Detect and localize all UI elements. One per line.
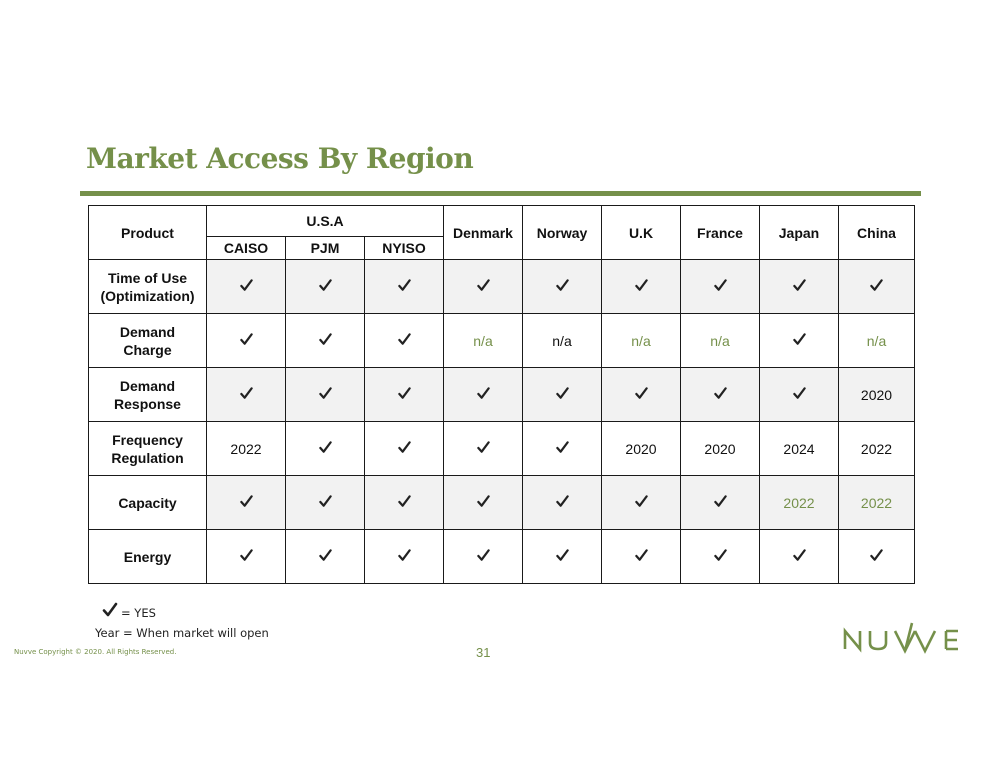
row-label-line1: Frequency bbox=[112, 431, 183, 448]
cell-nyiso bbox=[365, 476, 444, 530]
header-france: France bbox=[681, 206, 760, 260]
check-icon bbox=[240, 387, 253, 400]
row-label-line1: Energy bbox=[123, 548, 172, 565]
cell-france bbox=[681, 476, 760, 530]
cell-value: 2022 bbox=[230, 440, 262, 457]
cell-pjm bbox=[286, 368, 365, 422]
cell-nyiso bbox=[365, 260, 444, 314]
check-icon bbox=[319, 387, 332, 400]
cell-value: n/a bbox=[552, 332, 572, 349]
table-row bbox=[89, 368, 915, 422]
check-icon bbox=[714, 387, 727, 400]
check-icon bbox=[398, 333, 411, 346]
cell-denmark bbox=[444, 422, 523, 476]
cell-uk bbox=[602, 314, 681, 368]
check-icon bbox=[240, 279, 253, 292]
cell-japan bbox=[760, 422, 839, 476]
cell-norway bbox=[523, 368, 602, 422]
check-icon bbox=[319, 549, 332, 562]
page-title: Market Access By Region bbox=[86, 142, 474, 175]
cell-caiso bbox=[207, 314, 286, 368]
row-label bbox=[89, 530, 207, 584]
row-label-line2: Response bbox=[114, 395, 181, 412]
page-number: 31 bbox=[476, 645, 491, 660]
table-row bbox=[89, 422, 915, 476]
cell-france bbox=[681, 314, 760, 368]
cell-value: n/a bbox=[473, 332, 493, 349]
cell-uk bbox=[602, 530, 681, 584]
cell-china bbox=[839, 476, 915, 530]
table-row bbox=[89, 314, 915, 368]
cell-denmark bbox=[444, 314, 523, 368]
cell-norway bbox=[523, 260, 602, 314]
header-usa: U.S.A bbox=[207, 206, 444, 237]
check-icon bbox=[477, 441, 490, 454]
check-icon bbox=[240, 495, 253, 508]
cell-nyiso bbox=[365, 530, 444, 584]
title-underline bbox=[80, 191, 921, 196]
check-icon bbox=[793, 549, 806, 562]
cell-value: 2020 bbox=[704, 440, 736, 457]
market-access-table bbox=[88, 205, 915, 584]
row-label-line2: Regulation bbox=[111, 449, 184, 466]
check-icon bbox=[477, 279, 490, 292]
row-label-line1: Time of Use bbox=[107, 269, 188, 286]
check-icon bbox=[635, 387, 648, 400]
check-icon bbox=[793, 279, 806, 292]
row-label-line2: (Optimization) bbox=[100, 287, 195, 304]
cell-value: 2020 bbox=[625, 440, 657, 457]
check-icon bbox=[714, 549, 727, 562]
check-icon bbox=[477, 549, 490, 562]
cell-denmark bbox=[444, 476, 523, 530]
cell-uk bbox=[602, 476, 681, 530]
header-uk: U.K bbox=[602, 206, 681, 260]
check-icon bbox=[398, 549, 411, 562]
check-icon bbox=[319, 441, 332, 454]
cell-china bbox=[839, 422, 915, 476]
check-icon bbox=[477, 387, 490, 400]
cell-norway bbox=[523, 422, 602, 476]
cell-uk bbox=[602, 260, 681, 314]
row-label bbox=[89, 476, 207, 530]
cell-caiso bbox=[207, 260, 286, 314]
cell-japan bbox=[760, 530, 839, 584]
header-denmark: Denmark bbox=[444, 206, 523, 260]
cell-nyiso bbox=[365, 314, 444, 368]
check-icon bbox=[635, 279, 648, 292]
cell-caiso bbox=[207, 476, 286, 530]
cell-caiso bbox=[207, 368, 286, 422]
legend-year-text: Year = When market will open bbox=[95, 626, 269, 640]
header-norway: Norway bbox=[523, 206, 602, 260]
check-icon bbox=[398, 495, 411, 508]
check-icon bbox=[477, 495, 490, 508]
check-icon bbox=[556, 387, 569, 400]
cell-value: 2022 bbox=[783, 494, 815, 511]
cell-pjm bbox=[286, 530, 365, 584]
check-icon bbox=[398, 387, 411, 400]
table-row bbox=[89, 530, 915, 584]
row-label-line1: Demand bbox=[119, 377, 176, 394]
check-icon bbox=[793, 387, 806, 400]
cell-pjm bbox=[286, 476, 365, 530]
check-icon bbox=[714, 279, 727, 292]
cell-denmark bbox=[444, 368, 523, 422]
table-row bbox=[89, 260, 915, 314]
cell-caiso bbox=[207, 530, 286, 584]
cell-value: n/a bbox=[866, 332, 887, 349]
cell-japan bbox=[760, 476, 839, 530]
table-row bbox=[89, 476, 915, 530]
cell-japan bbox=[760, 314, 839, 368]
check-icon bbox=[398, 279, 411, 292]
check-icon bbox=[635, 495, 648, 508]
check-icon bbox=[319, 495, 332, 508]
row-label-line1: Demand bbox=[119, 323, 176, 340]
nuvve-logo bbox=[842, 621, 978, 655]
cell-france bbox=[681, 530, 760, 584]
cell-uk bbox=[602, 422, 681, 476]
cell-value: 2022 bbox=[860, 440, 893, 457]
cell-china bbox=[839, 530, 915, 584]
header-japan: Japan bbox=[760, 206, 839, 260]
cell-value: 2020 bbox=[860, 386, 893, 403]
check-icon bbox=[870, 549, 883, 562]
check-icon bbox=[793, 333, 806, 346]
check-icon bbox=[398, 441, 411, 454]
row-label bbox=[89, 422, 207, 476]
check-icon bbox=[240, 333, 253, 346]
cell-china bbox=[839, 368, 915, 422]
legend-yes-text: = YES bbox=[121, 606, 156, 620]
cell-value: n/a bbox=[631, 332, 651, 349]
cell-japan bbox=[760, 368, 839, 422]
check-icon bbox=[714, 495, 727, 508]
cell-value: n/a bbox=[710, 332, 730, 349]
header-caiso: CAISO bbox=[207, 237, 286, 260]
check-icon bbox=[319, 279, 332, 292]
cell-japan bbox=[760, 260, 839, 314]
cell-france bbox=[681, 422, 760, 476]
cell-nyiso bbox=[365, 422, 444, 476]
cell-uk bbox=[602, 368, 681, 422]
table-body bbox=[89, 260, 915, 584]
cell-norway bbox=[523, 530, 602, 584]
row-label-line2: Charge bbox=[123, 341, 172, 358]
cell-pjm bbox=[286, 260, 365, 314]
check-icon bbox=[556, 279, 569, 292]
cell-china bbox=[839, 314, 915, 368]
cell-nyiso bbox=[365, 368, 444, 422]
legend-check-icon bbox=[102, 602, 118, 618]
cell-china bbox=[839, 260, 915, 314]
check-icon bbox=[635, 549, 648, 562]
row-label-line1: Capacity bbox=[118, 494, 177, 511]
header-nyiso: NYISO bbox=[365, 237, 444, 260]
check-icon bbox=[556, 441, 569, 454]
check-icon bbox=[319, 333, 332, 346]
header-product: Product bbox=[89, 206, 207, 260]
check-icon bbox=[240, 549, 253, 562]
row-label bbox=[89, 260, 207, 314]
cell-denmark bbox=[444, 260, 523, 314]
copyright-text: Nuvve Copyright © 2020. All Rights Reserved. bbox=[14, 648, 177, 656]
header-china: China bbox=[839, 206, 915, 260]
row-label bbox=[89, 314, 207, 368]
cell-norway bbox=[523, 314, 602, 368]
check-icon bbox=[556, 549, 569, 562]
cell-france bbox=[681, 260, 760, 314]
header-pjm: PJM bbox=[286, 237, 365, 260]
check-icon bbox=[556, 495, 569, 508]
check-icon bbox=[870, 279, 883, 292]
row-label bbox=[89, 368, 207, 422]
cell-caiso bbox=[207, 422, 286, 476]
cell-norway bbox=[523, 476, 602, 530]
cell-value: 2024 bbox=[783, 440, 815, 457]
cell-denmark bbox=[444, 530, 523, 584]
cell-pjm bbox=[286, 314, 365, 368]
cell-value: 2022 bbox=[860, 494, 893, 511]
cell-pjm bbox=[286, 422, 365, 476]
cell-france bbox=[681, 368, 760, 422]
